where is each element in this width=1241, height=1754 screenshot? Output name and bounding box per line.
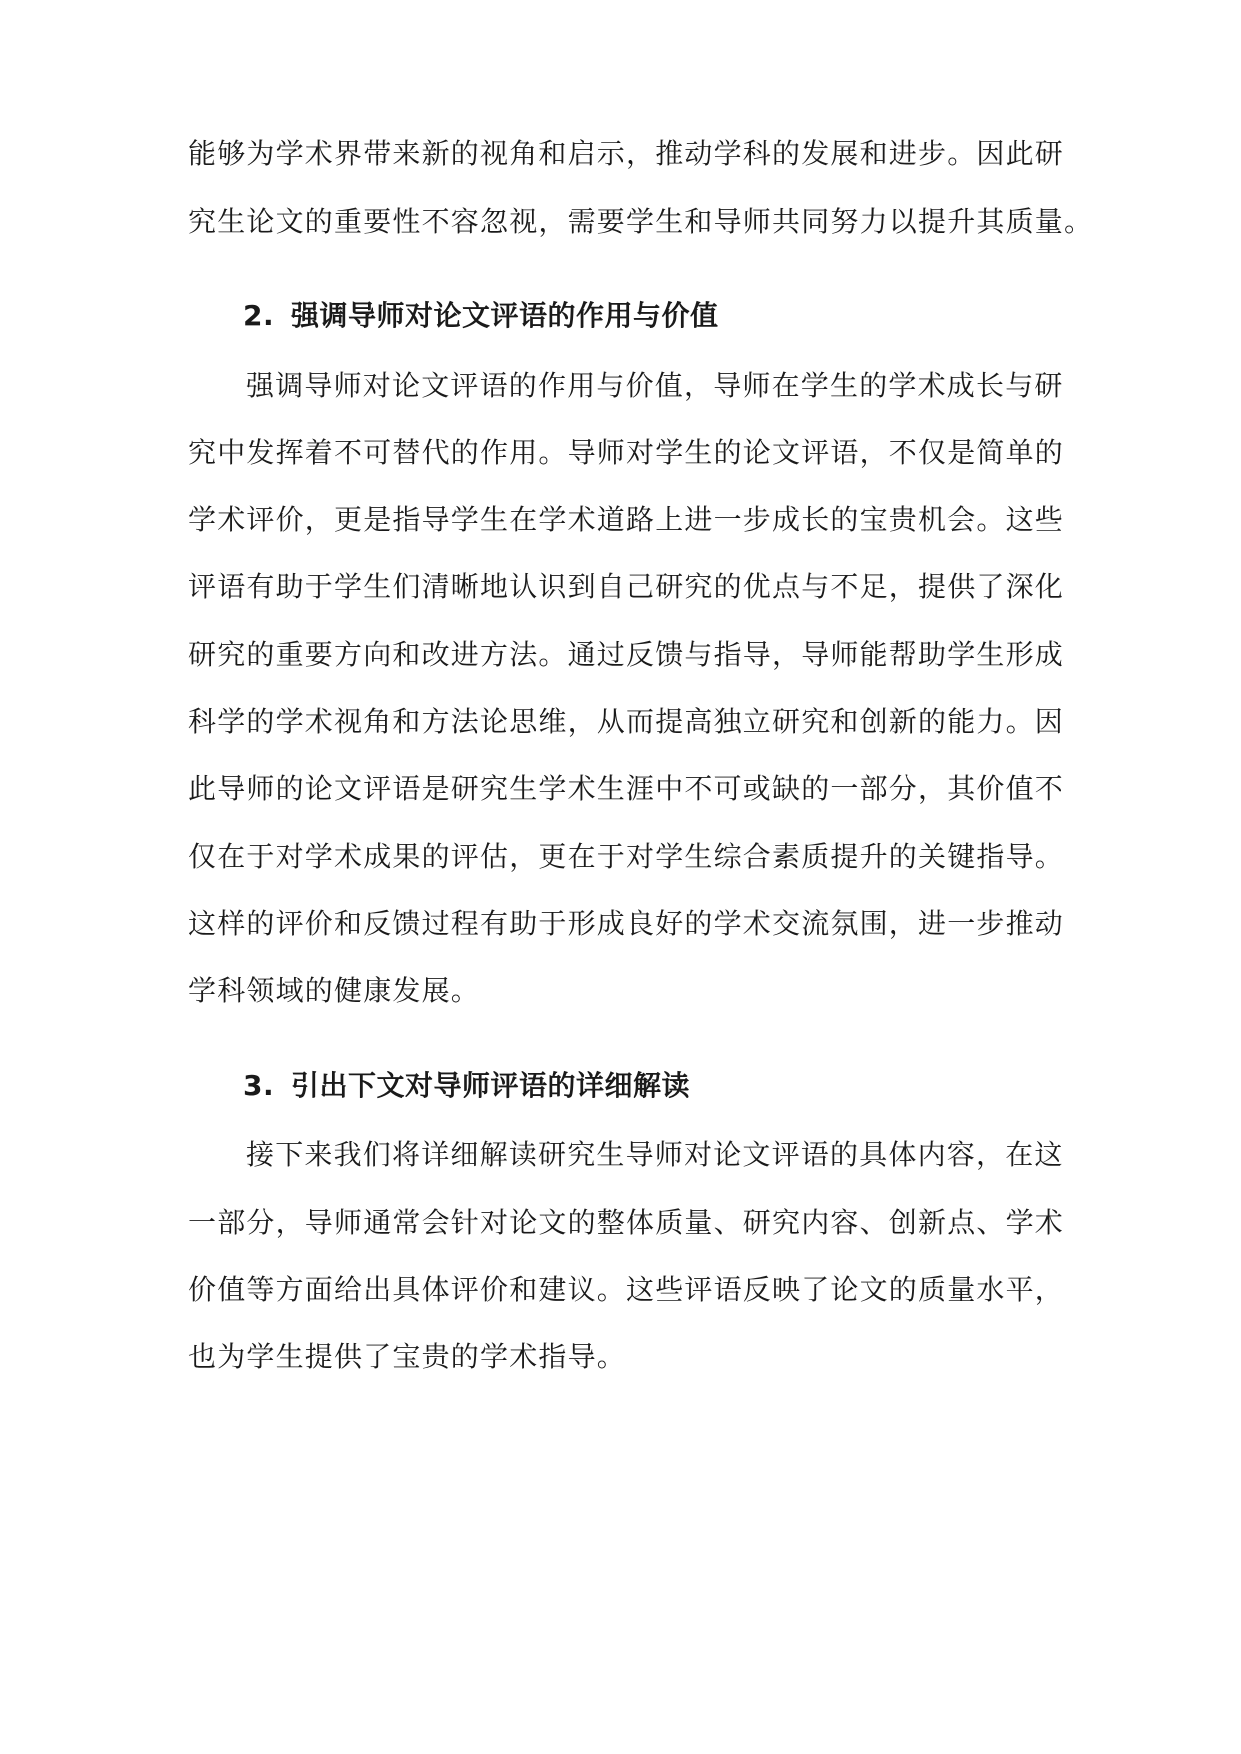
section-3-title: 引出下文对导师评语的详细解读 xyxy=(291,1069,691,1102)
section-2-line-4: 评语有助于学生们清晰地认识到自己研究的优点与不足，提供了深化 xyxy=(188,570,1065,603)
intro-line-2: 究生论文的重要性不容忽视，需要学生和导师共同努力以提升其质量。 xyxy=(188,205,1094,238)
section-2-line-2: 究中发挥着不可替代的作用。导师对学生的论文评语，不仅是简单的 xyxy=(188,436,1065,469)
section-2-line-3: 学术评价，更是指导学生在学术道路上进一步成长的宝贵机会。这些 xyxy=(188,503,1065,536)
section-2-title: 强调导师对论文评语的作用与价值 xyxy=(291,299,719,332)
section-3-line-1: 接下来我们将详细解读研究生导师对论文评语的具体内容，在这 xyxy=(246,1138,1064,1171)
intro-line-1: 能够为学术界带来新的视角和启示，推动学科的发展和进步。因此研 xyxy=(188,137,1065,170)
section-2-number: 2. xyxy=(243,299,275,332)
section-3-line-2: 一部分，导师通常会针对论文的整体质量、研究内容、创新点、学术 xyxy=(188,1206,1065,1239)
section-2-line-7: 此导师的论文评语是研究生学术生涯中不可或缺的一部分，其价值不 xyxy=(188,772,1065,805)
section-2-line-5: 研究的重要方向和改进方法。通过反馈与指导，导师能帮助学生形成 xyxy=(188,638,1065,671)
section-2-heading xyxy=(243,296,719,336)
section-2-line-6: 科学的学术视角和方法论思维，从而提高独立研究和创新的能力。因 xyxy=(188,705,1065,738)
section-3-line-3: 价值等方面给出具体评价和建议。这些评语反映了论文的质量水平， xyxy=(188,1273,1065,1306)
section-2-line-8: 仅在于对学术成果的评估，更在于对学生综合素质提升的关键指导。 xyxy=(188,840,1065,873)
section-3-line-4: 也为学生提供了宝贵的学术指导。 xyxy=(188,1340,627,1373)
section-2-line-9: 这样的评价和反馈过程有助于形成良好的学术交流氛围，进一步推动 xyxy=(188,907,1065,940)
section-3-number: 3. xyxy=(243,1069,275,1102)
section-2-line-1: 强调导师对论文评语的作用与价值，导师在学生的学术成长与研 xyxy=(246,369,1064,402)
section-3-heading xyxy=(243,1066,690,1106)
section-2-line-10: 学科领域的健康发展。 xyxy=(188,974,481,1007)
